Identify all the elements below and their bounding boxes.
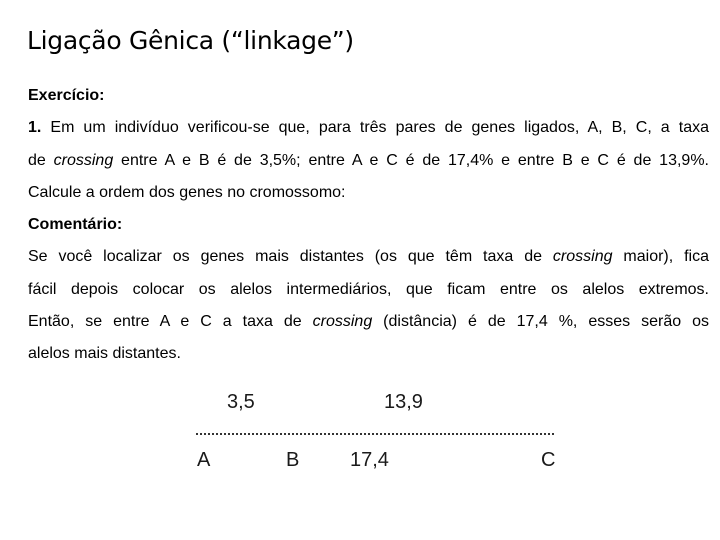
comment-heading: Comentário: bbox=[28, 216, 123, 234]
comment-line-1-prefix: Se você localizar os genes mais distantes (os que têm taxa de bbox=[28, 248, 553, 266]
comment-line-1 bbox=[28, 247, 709, 279]
slide-body bbox=[28, 86, 709, 377]
distance-bc-label: 13,9 bbox=[384, 391, 423, 413]
exercise-line-1 bbox=[28, 118, 709, 150]
comment-line-3-suffix: (distância) é de 17,4 %, esses serão os bbox=[372, 313, 709, 331]
distance-ab-label: 3,5 bbox=[227, 391, 255, 413]
comment-line-4: alelos mais distantes. bbox=[28, 345, 181, 363]
exercise-line-1-text: Em um indivíduo verificou-se que, para três pares de genes ligados, A, B, C, a taxa bbox=[50, 119, 709, 137]
comment-line-2: fácil depois colocar os alelos intermediários, que ficam entre os alelos extremos. bbox=[28, 280, 709, 298]
exercise-line-2 bbox=[28, 151, 709, 183]
exercise-line-2-suffix: entre A e B é de 3,5%; entre A e C é de 17,4% e entre B e C é de 13,9%. bbox=[113, 151, 709, 169]
chromosome-dotted-line bbox=[196, 433, 554, 435]
crossing-term: crossing bbox=[552, 248, 613, 266]
exercise-line-3: Calcule a ordem dos genes no cromossomo: bbox=[28, 183, 346, 201]
slide-title: Ligação Gênica (“linkage”) bbox=[27, 26, 354, 55]
gene-c-label: C bbox=[541, 449, 556, 471]
gene-b-label: B bbox=[286, 449, 300, 471]
gene-a-label: A bbox=[197, 449, 211, 471]
crossing-term: crossing bbox=[53, 151, 114, 169]
comment-line-1-suffix: maior), fica bbox=[612, 248, 709, 266]
exercise-heading: Exercício: bbox=[28, 87, 105, 104]
comment-line-3-prefix: Então, se entre A e C a taxa de bbox=[28, 313, 313, 331]
exercise-line-2-prefix: de bbox=[28, 151, 54, 169]
exercise-number: 1. bbox=[28, 119, 42, 137]
crossing-term: crossing bbox=[312, 313, 373, 331]
distance-ac-label: 17,4 bbox=[350, 449, 389, 471]
comment-line-3 bbox=[28, 312, 709, 344]
